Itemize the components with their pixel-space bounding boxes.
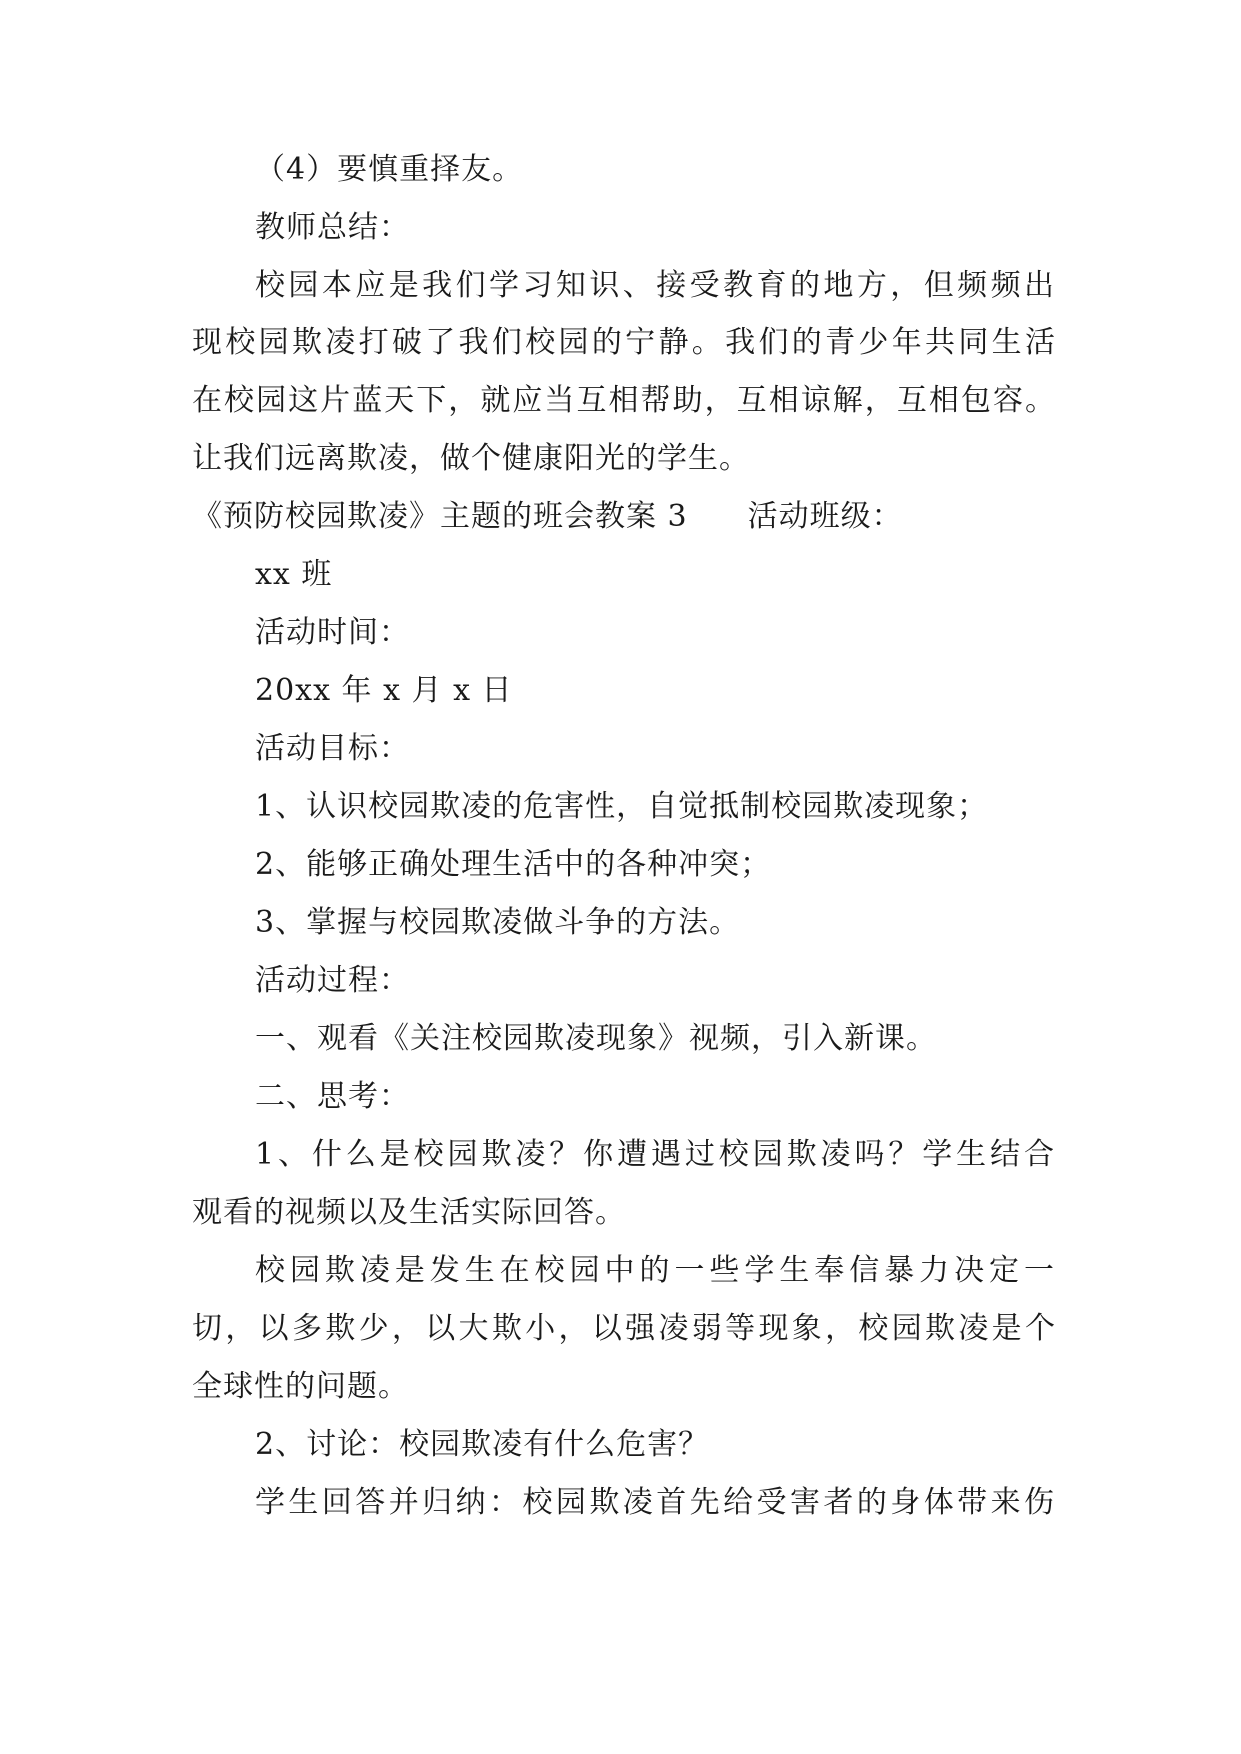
text-line: 全球性的问题。 — [192, 1369, 409, 1404]
text-line: 2、讨论：校园欺凌有什么危害？ — [255, 1427, 710, 1462]
text-line: 让我们远离欺凌，做个健康阳光的学生。 — [192, 441, 750, 476]
text-line: 2、能够正确处理生活中的各种冲突； — [255, 847, 772, 882]
text-line: 学生回答并归纳：校园欺凌首先给受害者的身体带来伤 — [255, 1485, 1055, 1520]
text-line: 在校园这片蓝天下，就应当互相帮助，互相谅解，互相包容。 — [192, 383, 1056, 418]
text-line: 切，以多欺少，以大欺小，以强凌弱等现象，校园欺凌是个 — [192, 1311, 1056, 1346]
text-line: 活动过程： — [255, 963, 410, 998]
text-line: 二、思考： — [255, 1079, 410, 1114]
text-line: 3、掌握与校园欺凌做斗争的方法。 — [255, 905, 741, 940]
text-line: 活动时间： — [255, 615, 410, 650]
text-line: 1、认识校园欺凌的危害性，自觉抵制校园欺凌现象； — [255, 789, 989, 824]
text-line: 教师总结： — [255, 210, 410, 245]
text-line: 校园欺凌是发生在校园中的一些学生奉信暴力决定一 — [255, 1253, 1055, 1288]
field-label: 活动班级： — [747, 499, 903, 534]
text-line: 活动目标： — [255, 731, 410, 766]
text-line: 校园本应是我们学习知识、接受教育的地方，但频频出 — [255, 268, 1055, 303]
text-line: 20xx 年 x 月 x 日 — [255, 673, 513, 708]
section-heading: 《预防校园欺凌》主题的班会教案 3 — [192, 499, 688, 534]
text-line: （4）要慎重择友。 — [255, 152, 524, 187]
text-line: 现校园欺凌打破了我们校园的宁静。我们的青少年共同生活 — [192, 325, 1056, 360]
section-heading-line — [192, 497, 903, 537]
text-line: 观看的视频以及生活实际回答。 — [192, 1195, 626, 1230]
text-line: xx 班 — [255, 557, 333, 592]
text-line: 一、观看《关注校园欺凌现象》视频，引入新课。 — [255, 1021, 937, 1056]
text-line: 1、什么是校园欺凌？你遭遇过校园欺凌吗？学生结合 — [255, 1137, 1055, 1172]
